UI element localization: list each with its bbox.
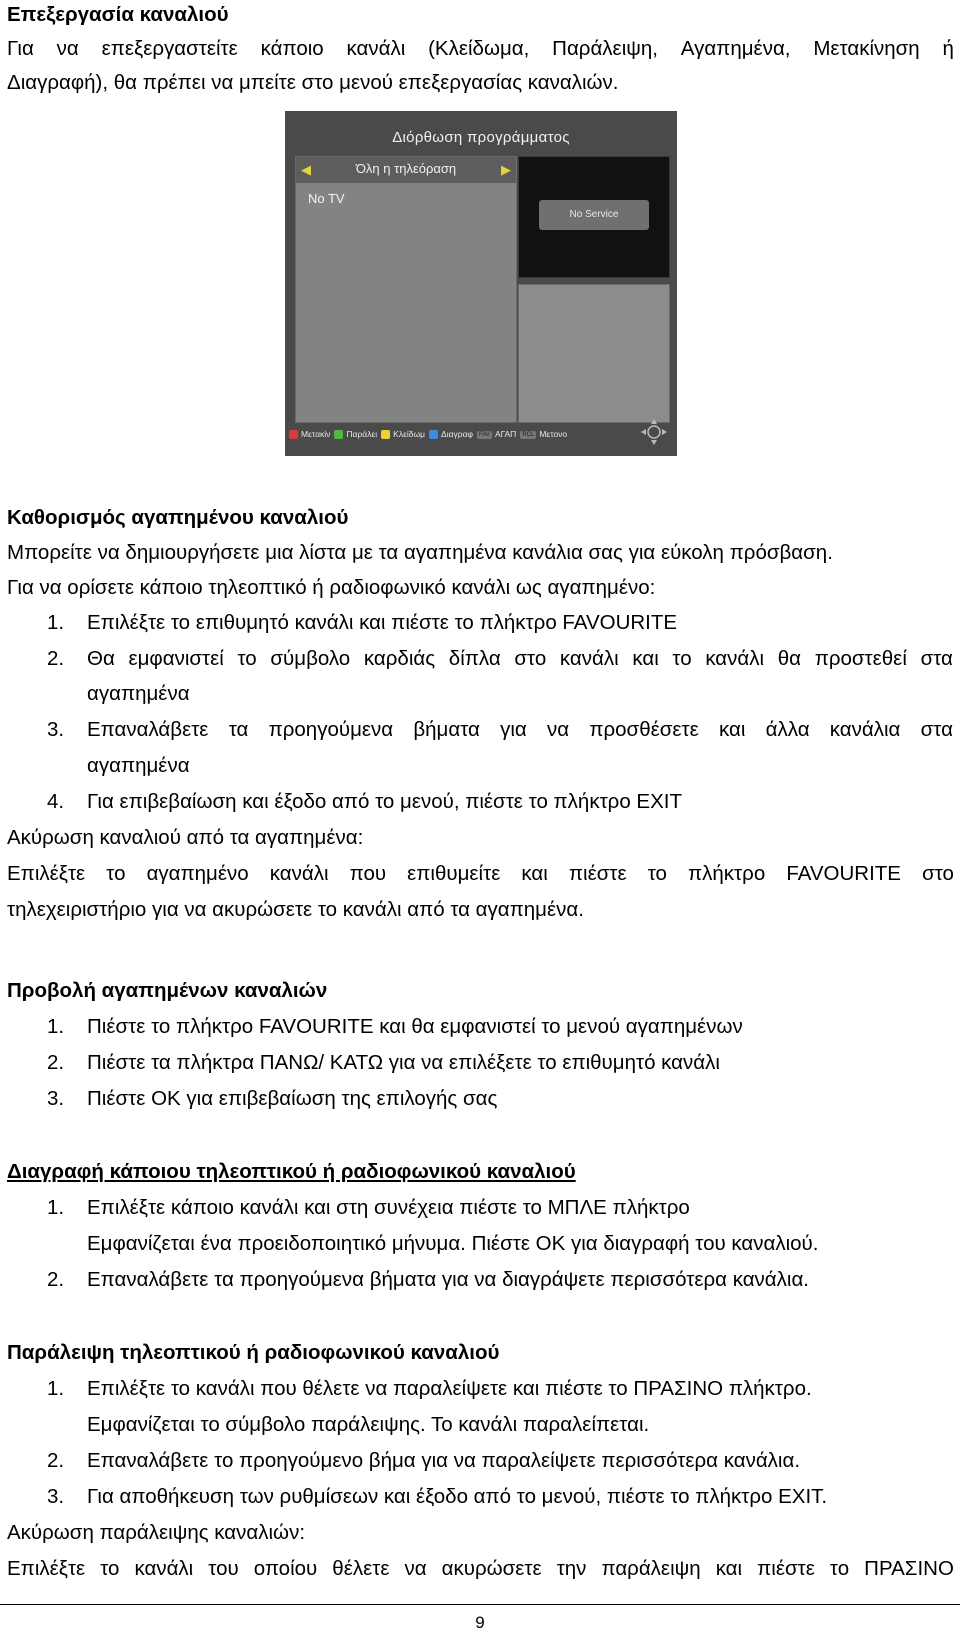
favourite-cancel-line2: τηλεχειριστήριο για να ακυρώσετε το κανάλι από τα αγαπημένα. (7, 898, 584, 921)
step-number: 4. (47, 790, 65, 813)
word: πλήκτρο (688, 862, 766, 885)
blue-key-icon (429, 430, 438, 439)
arrow-left-icon: ◀ (301, 162, 311, 177)
key-legend (289, 424, 567, 444)
legend-label: ΑΓΑΠ (494, 429, 517, 439)
heading-edit-channel: Επεξεργασία καναλιού (7, 3, 229, 26)
step-text-cont: αγαπημένα (87, 754, 190, 777)
edit-channel-paragraph-line1 (7, 37, 954, 61)
word: το (829, 1557, 850, 1580)
word: το (106, 862, 126, 885)
word: του (208, 1557, 239, 1580)
word: να (56, 37, 79, 60)
favourite-cancel-label: Ακύρωση καναλιού από τα αγαπημένα: (7, 826, 364, 849)
word: να (547, 718, 570, 741)
word: Για (7, 37, 34, 60)
word: το (672, 647, 692, 670)
word: να (404, 1557, 427, 1580)
step-text-cont: Εμφανίζεται το σύμβολο παράλειψης. Το κανάλι παραλείπεται. (87, 1413, 650, 1436)
word: αγαπημένο (146, 862, 249, 885)
word: καρδιάς (363, 647, 436, 670)
step-number: 2. (47, 1268, 65, 1291)
step-text (87, 718, 953, 742)
word: (Κλείδωμα, (428, 37, 530, 60)
footer-divider (0, 1604, 960, 1605)
legend-label: Μετονο (539, 429, 568, 439)
channel-list-panel (295, 156, 517, 423)
word: κάποιο (260, 37, 324, 60)
word: σύμβολο (270, 647, 351, 670)
category-bar (296, 157, 516, 183)
channel-edit-screenshot (285, 111, 677, 456)
word: τα (228, 718, 249, 741)
legend-fav (477, 429, 516, 439)
heading-favourite-define: Καθορισμός αγαπημένου καναλιού (7, 506, 349, 529)
word: ΠΡΑΣΙΝΟ (864, 1557, 954, 1580)
word: στα (920, 718, 953, 741)
word: ή (942, 37, 954, 60)
word: στο (514, 647, 547, 670)
green-key-icon (334, 430, 343, 439)
word: κανάλι (134, 1557, 194, 1580)
yellow-key-icon (381, 430, 390, 439)
word: κανάλι (269, 862, 329, 885)
channel-list-item: No TV (308, 191, 345, 206)
step-number: 2. (47, 1051, 65, 1074)
word: και (632, 647, 659, 670)
category-label: Όλη η τηλεόραση (355, 161, 457, 176)
step-text-cont: Εμφανίζεται ένα προειδοποιητικό μήνυμα. Πιέστε OK για διαγραφή του καναλιού. (87, 1232, 819, 1255)
recall-key-icon: RCL (522, 431, 535, 438)
word: επιθυμείτε (407, 862, 501, 885)
word: προστεθεί (814, 647, 907, 670)
word: άλλα (765, 718, 810, 741)
favourite-intro-line2: Για να ορίσετε κάποιο τηλεοπτικό ή ραδιοφωνικό κανάλι ως αγαπημένο: (7, 576, 656, 599)
word: κανάλι (705, 647, 765, 670)
legend-red (289, 429, 330, 439)
favourite-intro-line1: Μπορείτε να δημιουργήσετε μια λίστα με τα αγαπημένα κανάλια σας για εύκολη πρόσβαση. (7, 541, 833, 564)
word: κανάλι (346, 37, 406, 60)
arrow-right-icon: ▶ (501, 162, 511, 177)
preview-window (518, 156, 670, 278)
word: προηγούμενα (268, 718, 394, 741)
word: δίπλα (448, 647, 501, 670)
word: εμφανιστεί (128, 647, 224, 670)
step-number: 2. (47, 647, 65, 670)
fav-key-icon: FAV (479, 431, 490, 438)
legend-label: Κλείδωμ (393, 428, 426, 439)
step-number: 1. (47, 1015, 65, 1038)
word: θα (777, 647, 802, 670)
heading-skip-channel: Παράλειψη τηλεοπτικού ή ραδιοφωνικού καναλιού (7, 1341, 500, 1364)
word: Επαναλάβετε (87, 718, 209, 741)
legend-label: Διαγραφ (441, 428, 474, 439)
heading-favourite-view: Προβολή αγαπημένων καναλιών (7, 979, 328, 1002)
channel-info-panel (518, 284, 670, 423)
step-text-cont: αγαπημένα (87, 682, 190, 705)
no-service-label: No Service (539, 200, 649, 230)
page-number: 9 (475, 1613, 485, 1632)
word: Επιλέξτε (7, 1557, 86, 1580)
step-text: Επιλέξτε το επιθυμητό κανάλι και πιέστε το πλήκτρο FAVOURITE (87, 611, 678, 634)
step-text: Πιέστε τα πλήκτρα ΠΑΝΩ/ ΚΑΤΩ για να επιλέξετε το επιθυμητό κανάλι (87, 1051, 720, 1074)
word: Παράλειψη, (552, 37, 658, 60)
word: επεξεργαστείτε (101, 37, 238, 60)
step-text: Επαναλάβετε τα προηγούμενα βήματα για να διαγράψετε περισσότερα κανάλια. (87, 1268, 809, 1291)
word: FAVOURITE (786, 862, 901, 885)
step-text: Επιλέξτε το κανάλι που θέλετε να παραλείψετε και πιέστε το ΠΡΑΣΙΝΟ πλήκτρο. (87, 1377, 812, 1400)
word: και (715, 1557, 743, 1580)
word: πιέστε (568, 862, 627, 885)
word: και (521, 862, 548, 885)
word: στα (920, 647, 953, 670)
word: Μετακίνηση (813, 37, 920, 60)
word: και (719, 718, 746, 741)
word: ακυρώσετε (441, 1557, 542, 1580)
word: προσθέσετε (589, 718, 699, 741)
heading-delete-channel: Διαγραφή κάποιου τηλεοπτικού ή ραδιοφωνικού καναλιού (7, 1160, 576, 1183)
word: το (647, 862, 667, 885)
red-key-icon (289, 430, 298, 439)
edit-channel-paragraph-line2: Διαγραφή), θα πρέπει να μπείτε στο μενού επεξεργασίας καναλιών. (7, 71, 619, 94)
skip-cancel-label: Ακύρωση παράλειψης καναλιών: (7, 1521, 306, 1544)
step-number: 2. (47, 1449, 65, 1472)
word: που (349, 862, 387, 885)
word: το (100, 1557, 120, 1580)
word: θέλετε (332, 1557, 390, 1580)
step-number: 1. (47, 1196, 65, 1219)
word: κανάλι (559, 647, 619, 670)
word: κανάλια (829, 718, 901, 741)
legend-recall (520, 429, 567, 439)
word: πιέστε (757, 1557, 815, 1580)
navigation-pad-icon (641, 419, 667, 445)
step-number: 3. (47, 718, 65, 741)
legend-yellow (381, 429, 425, 439)
step-number: 3. (47, 1087, 65, 1110)
word: το (237, 647, 257, 670)
screen-title: Διόρθωση προγράμματος (392, 129, 570, 146)
word: για (500, 718, 527, 741)
word: βήματα (413, 718, 480, 741)
step-text: Πιέστε το πλήκτρο FAVOURITE και θα εμφανιστεί το μενού αγαπημένων (87, 1015, 743, 1038)
legend-green (334, 429, 377, 439)
step-number: 3. (47, 1485, 65, 1508)
word: στο (922, 862, 954, 885)
step-text (87, 647, 953, 671)
favourite-cancel-line1 (7, 862, 954, 886)
step-number: 1. (47, 611, 65, 634)
step-text: Για επιβεβαίωση και έξοδο από το μενού, πιέστε το πλήκτρο EXIT (87, 790, 683, 813)
step-text: Επιλέξτε κάποιο κανάλι και στη συνέχεια πιέστε το ΜΠΛΕ πλήκτρο (87, 1196, 690, 1219)
step-text: Επαναλάβετε το προηγούμενο βήμα για να παραλείψετε περισσότερα κανάλια. (87, 1449, 801, 1472)
word: Αγαπημένα, (680, 37, 791, 60)
step-number: 1. (47, 1377, 65, 1400)
word: Θα (87, 647, 115, 670)
step-text: Πιέστε OK για επιβεβαίωση της επιλογής σας (87, 1087, 498, 1110)
legend-blue (429, 429, 473, 439)
word: την (556, 1557, 587, 1580)
legend-label: Μετακίν (301, 428, 331, 439)
word: παράλειψη (601, 1557, 701, 1580)
step-text: Για αποθήκευση των ρυθμίσεων και έξοδο από το μενού, πιέστε το πλήκτρο EXIT. (87, 1485, 828, 1508)
legend-label: Παράλει (346, 428, 378, 439)
word: οποίου (253, 1557, 318, 1580)
word: Επιλέξτε (7, 862, 86, 885)
skip-cancel-line1 (7, 1557, 954, 1581)
